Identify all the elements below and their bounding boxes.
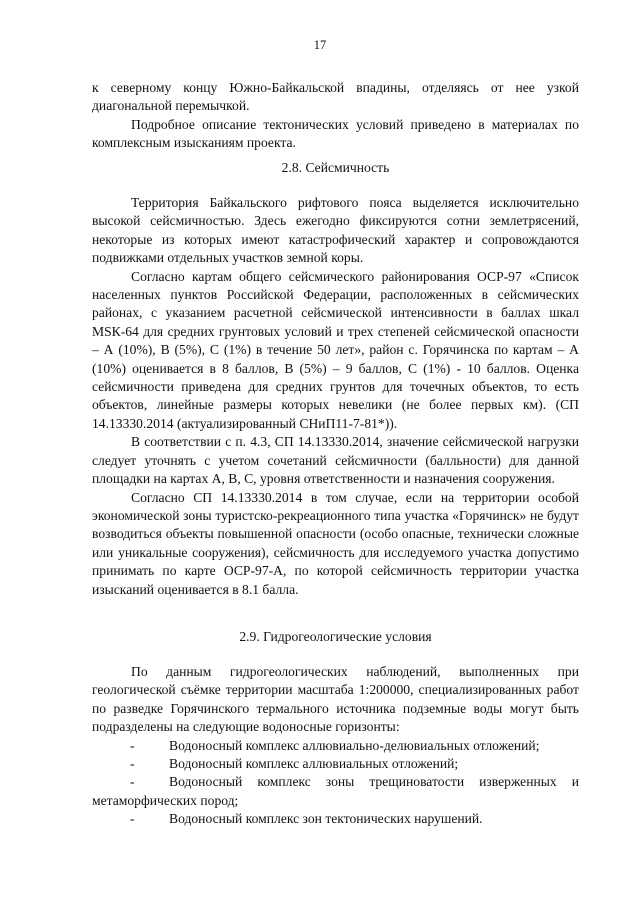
list-item	[92, 810, 579, 828]
continuation-paragraph: к северному концу Южно-Байкальской впадины, отделяясь от нее узкой диагональной перемычкой.	[92, 80, 579, 114]
list-dash: -	[130, 811, 135, 827]
paragraph: В соответствии с п. 4.3, СП 14.13330.2014, значение сейсмической нагрузки следует уточнять с учетом сочетаний сейсмичности (балльности) для данной площадки на картах А, В, С, уровня ответственности и назначения сооружения.	[92, 434, 579, 487]
seismic-section-body	[92, 194, 579, 599]
section-heading-seismic: 2.8. Сейсмичность	[281, 160, 390, 175]
list-dash: -	[130, 756, 135, 772]
list-dash: -	[130, 737, 135, 753]
list-item	[92, 773, 579, 810]
paragraph: Согласно СП 14.13330.2014 в том случае, если на территории особой экономической зоны туристско-рекреационного типа участка «Горячинск» не будут возводиться объекты повышенной опасности (особо опасные, технически сложные или уникальные сооружения), сейсмичность для исследуемого участка допустимо принимать по карте ОСР-97-А, по которой сейсмичность территории участка изысканий оценивается в 8.1 балла.	[92, 489, 579, 597]
paragraph: По данным гидрогеологических наблюдений, выполненных при геологической съёмке территории масштаба 1:200000, специализированных работ по разведке Горячинского термального источника подземные воды могут быть подразделены на следующие водоносные горизонты:	[92, 664, 579, 735]
list-item	[92, 755, 579, 773]
intro-text	[92, 79, 579, 153]
list-item-text: Водоносный комплекс аллювиально-делювиальных отложений;	[169, 737, 540, 753]
page-number: 17	[313, 38, 327, 52]
list-dash: -	[130, 774, 135, 790]
list-item-text: Водоносный комплекс зон тектонических нарушений.	[169, 811, 483, 827]
hydro-section-body	[92, 663, 579, 829]
section-heading-hydro: 2.9. Гидрогеологические условия	[239, 629, 432, 644]
paragraph: Согласно картам общего сейсмического районирования ОСР-97 «Список населенных пунктов Российской Федерации, расположенных в сейсмических районах, с указанием расчетной сейсмической интенсивности в баллах шкал МSК-64 для средних грунтовых условий и трех степеней сейсмической опасности – А (10%), В (5%), С (1%) в течение 50 лет», район с. Горячинска по картам – А (10%) оценивается в 8 баллов, В (5%) – 9 баллов, С (1%) - 10 баллов. Оценка сейсмичности приведена для средних грунтов для точечных объектов, то есть объектов, линейные размеры которых невелики (не более первых км). (СП 14.13330.2014 (актуализированный СНиП11-7-81*)).	[92, 268, 579, 431]
list-item	[92, 737, 579, 755]
list-item-text: Водоносный комплекс зоны трещиноватости изверженных и метаморфических пород;	[92, 774, 579, 808]
paragraph: Территория Байкальского рифтового пояса выделяется исключительно высокой сейсмичностью. Здесь ежегодно фиксируются сотни землетрясений, некоторые из которых имеют катастрофический характер и сопровождаются подвижками отдельных участков земной коры.	[92, 195, 579, 266]
list-item-text: Водоносный комплекс аллювиальных отложений;	[169, 756, 459, 772]
paragraph: Подробное описание тектонических условий приведено в материалах по комплексным изысканиям проекта.	[92, 116, 579, 151]
